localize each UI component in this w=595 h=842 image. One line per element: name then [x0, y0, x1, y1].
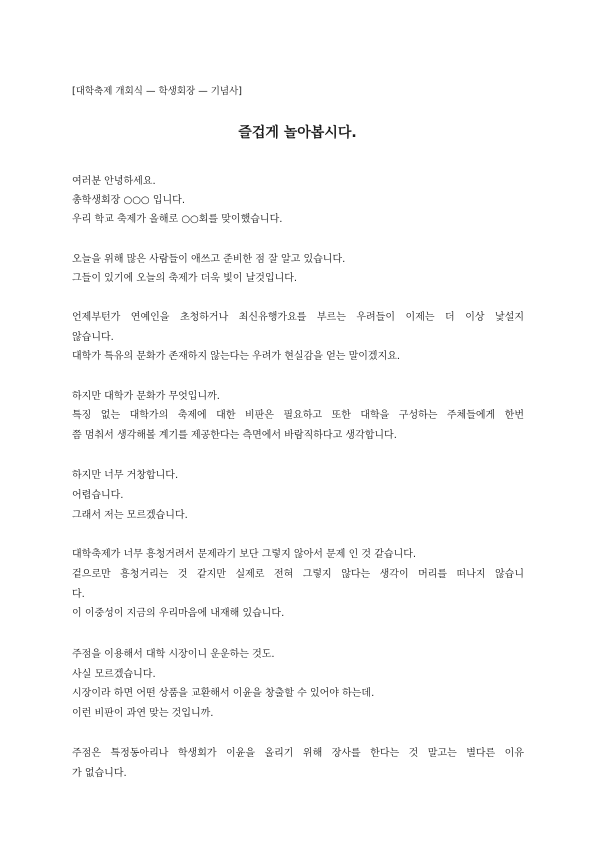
body-line: 않습니다. — [72, 332, 114, 343]
body-line: 어렵습니다. — [72, 490, 124, 501]
body-line: 오늘을 위해 많은 사람들이 애쓰고 준비한 점 잘 알고 있습니다. — [72, 254, 346, 265]
body-line: 그래서 저는 모르겠습니다. — [72, 510, 188, 521]
body-line: 총학생회장 ○○○ 입니다. — [72, 195, 185, 206]
document-header: [대학축제 개회식 — 학생회장 — 기념사] — [72, 86, 242, 97]
body-line: 하지만 대학가 문화가 무엇입니까. — [72, 391, 220, 402]
body-line: 이런 비판이 과연 맞는 것입니까. — [72, 708, 214, 719]
body-line: 시장이라 하면 어떤 상품을 교환해서 이윤을 창출할 수 있어야 하는데. — [72, 688, 375, 699]
body-line: 겉으로만 흥청거리는 것 같지만 실제로 전혀 그렇지 않다는 생각이 머리를 떠나지 않습니 — [72, 569, 524, 580]
body-line: 대학축제가 너무 흥청거려서 문제라기 보단 그렇지 않아서 문제 인 것 같습니다. — [72, 549, 417, 560]
body-line: 주점은 특정동아리나 학생회가 이윤을 올리기 위해 장사를 한다는 것 말고는 별다른 이유 — [72, 748, 524, 759]
body-line: 다. — [72, 589, 85, 600]
document-title: 즐겁게 놀아봅시다. — [238, 125, 357, 141]
body-line: 사실 모르겠습니다. — [72, 669, 156, 680]
body-line: 가 없습니다. — [72, 768, 127, 779]
body-line: 주점을 이용해서 대학 시장이니 운운하는 것도. — [72, 649, 275, 660]
body-line: 대학가 특유의 문화가 존재하지 않는다는 우려가 현실감을 얻는 말이겠지요. — [72, 351, 401, 362]
body-line: 여러분 안녕하세요. — [72, 176, 156, 187]
body-line: 그들이 있기에 오늘의 축제가 더욱 빛이 날것입니다. — [72, 273, 298, 284]
body-line: 이 이중성이 지금의 우리마음에 내재해 있습니다. — [72, 608, 285, 619]
body-line: 언제부턴가 연예인을 초청하거나 최신유행가요를 부르는 우려들이 이제는 더 이상 낯설지 — [72, 312, 524, 323]
body-line: 특징 없는 대학가의 축제에 대한 비판은 필요하고 또한 대학을 구성하는 주체들에게 한번 — [72, 410, 524, 421]
body-line: 우리 학교 축제가 올해로 ○○회를 맞이했습니다. — [72, 214, 283, 225]
body-line: 쯤 멈춰서 생각해볼 계기를 제공한다는 측면에서 바람직하다고 생각합니다. — [72, 430, 397, 441]
body-line: 하지만 너무 거창합니다. — [72, 470, 179, 481]
